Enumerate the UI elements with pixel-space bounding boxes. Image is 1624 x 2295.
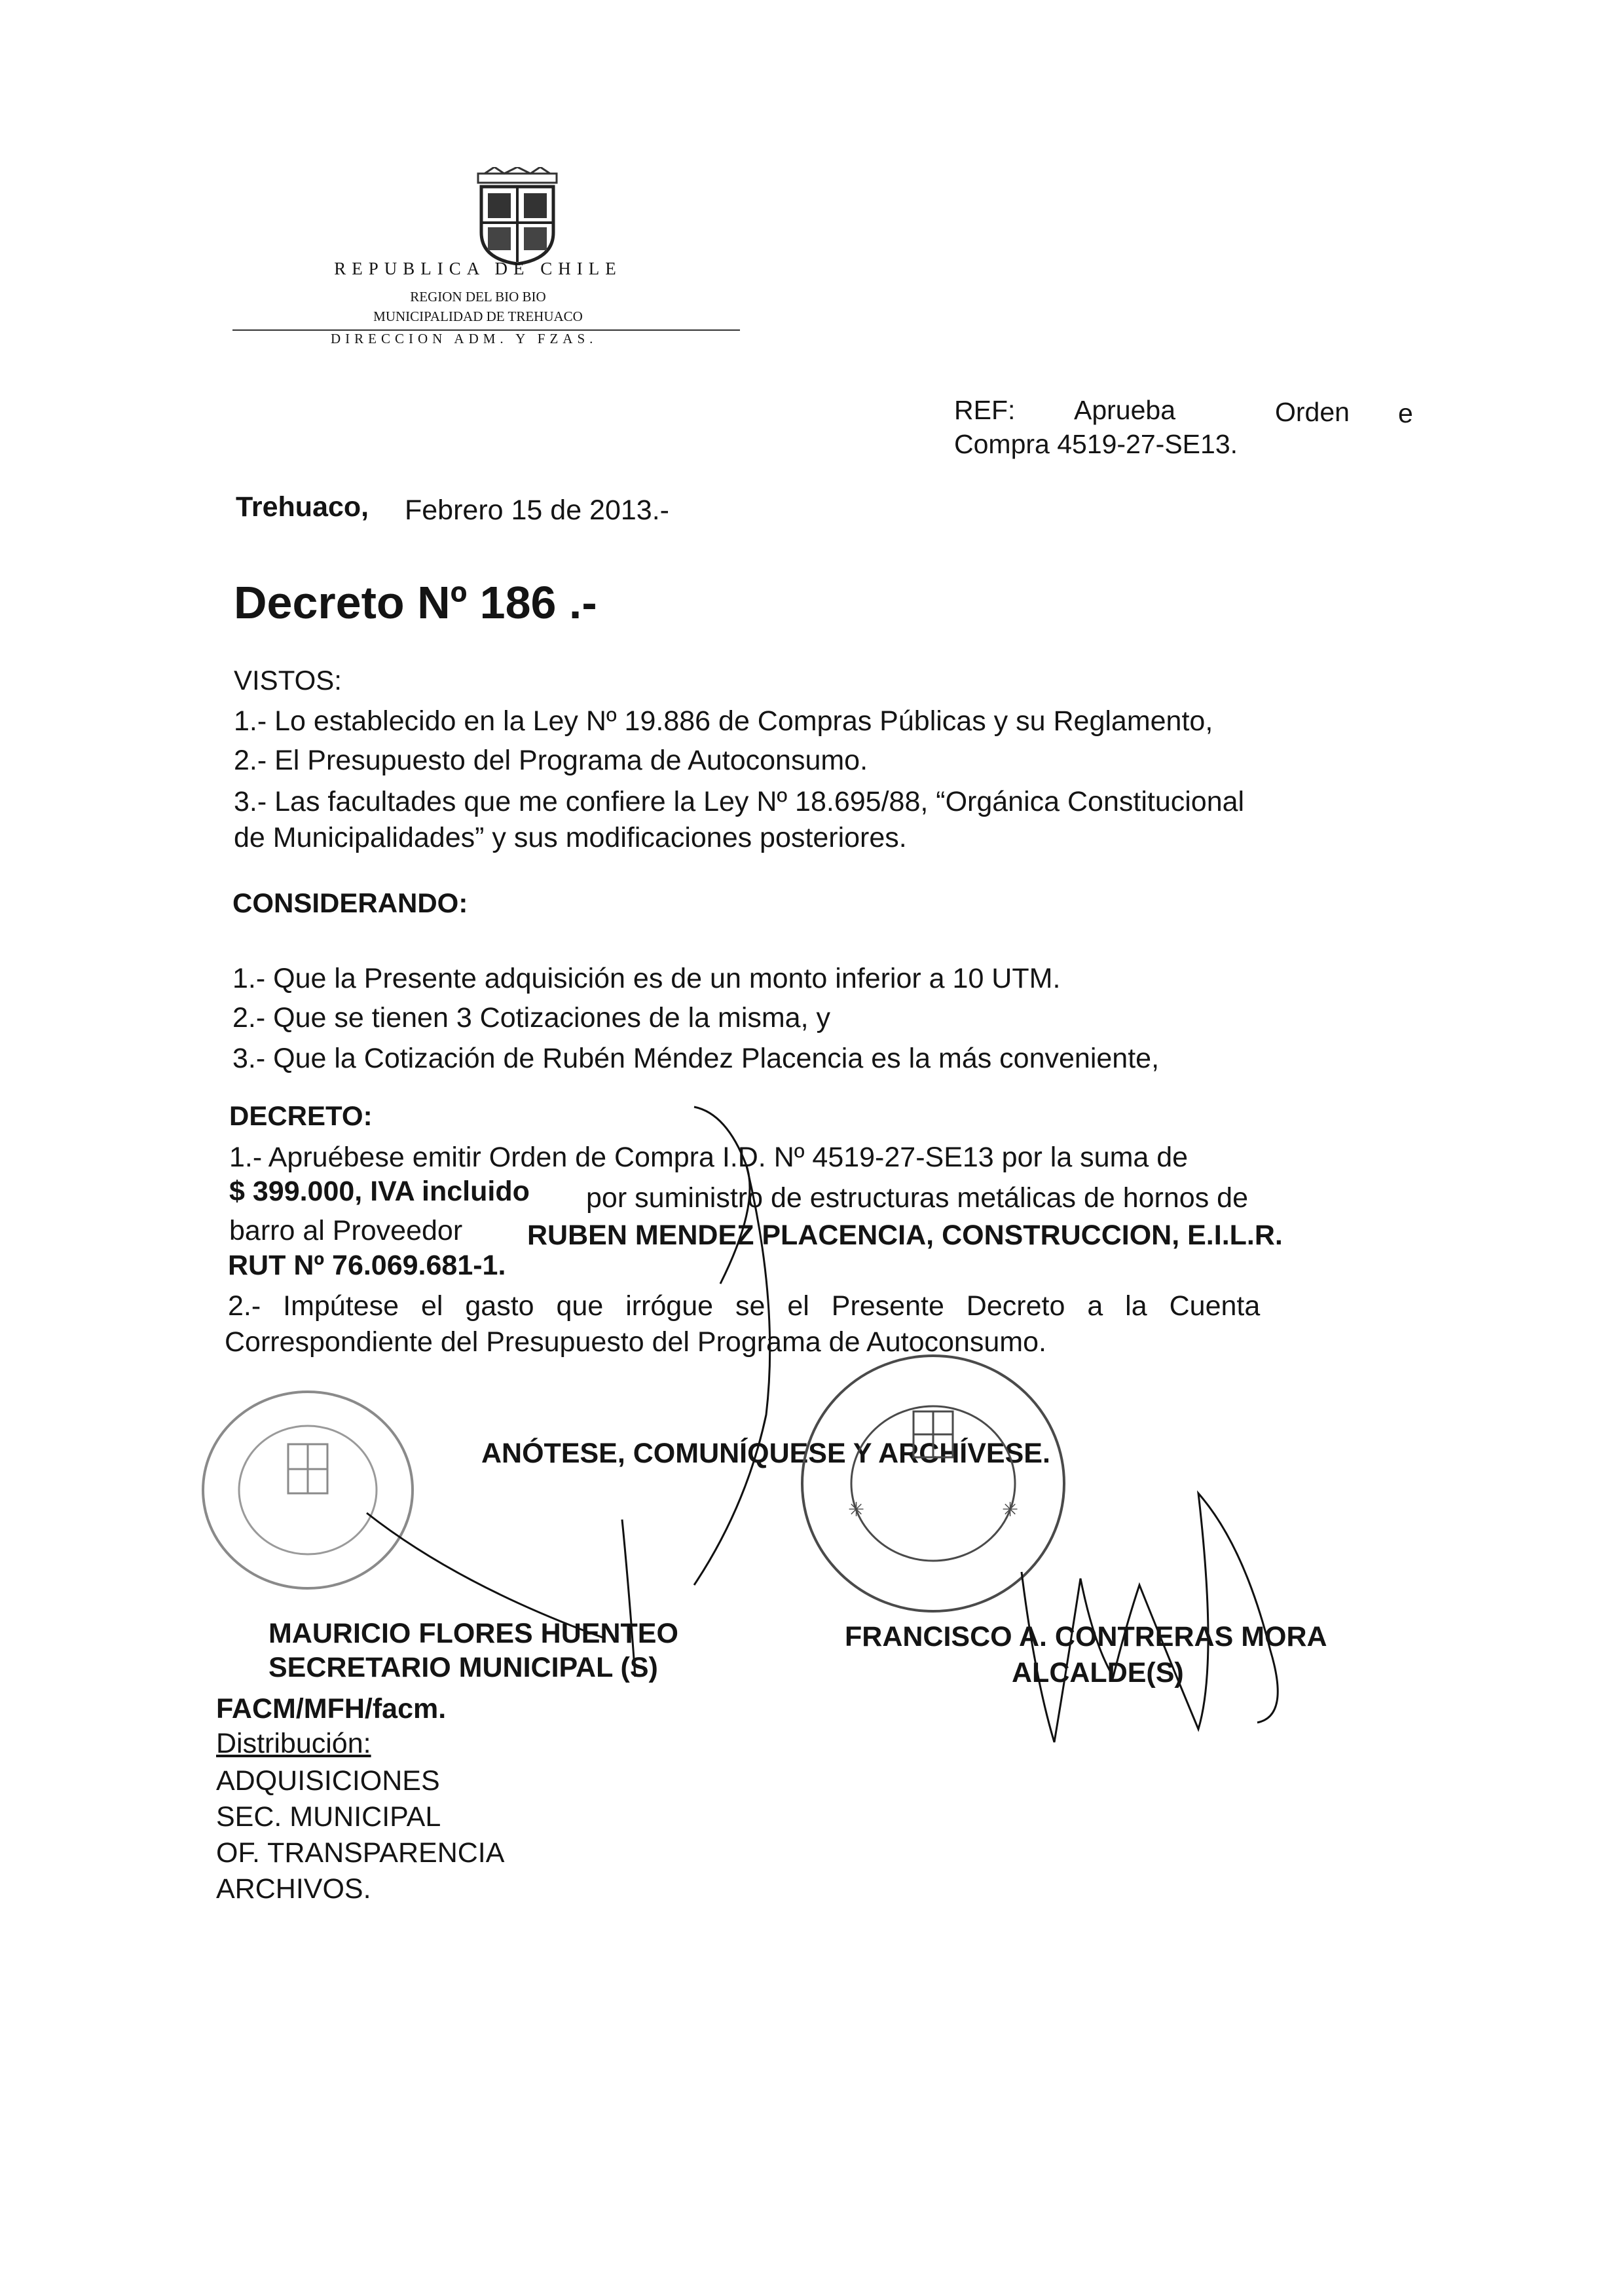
decreto-heading: DECRETO:: [229, 1100, 373, 1131]
decreto-item-1-line-1: 1.- Apruébese emitir Orden de Compra I.D. Nº 4519-27-SE13 por la suma de: [229, 1142, 1189, 1173]
decreto-item-2-line-2: Correspondiente del Presupuesto del Programa de Autoconsumo.: [225, 1326, 1046, 1358]
considerando-item-1: 1.- Que la Presente adquisición es de un monto inferior a 10 UTM.: [232, 963, 1061, 994]
vistos-item-2: 2.- El Presupuesto del Programa de Autoconsumo.: [234, 745, 868, 776]
decreto-provider: RUBEN MENDEZ PLACENCIA, CONSTRUCCION, E.I.L.R.: [527, 1220, 1283, 1251]
decreto-item-1-line-2: por suministro de estructuras metálicas de hornos de: [586, 1182, 1248, 1214]
header-region: REGION DEL BIO BIO: [410, 289, 546, 305]
ref-word-e: e: [1398, 398, 1413, 428]
date: Febrero 15 de 2013.-: [405, 494, 669, 526]
distribution-item-1: ADQUISICIONES: [216, 1765, 440, 1797]
closing-formula: ANÓTESE, COMUNÍQUESE Y ARCHÍVESE.: [481, 1438, 1050, 1469]
vistos-item-1: 1.- Lo establecido en la Ley Nº 19.886 de Compras Públicas y su Reglamento,: [234, 705, 1213, 737]
left-signatory-name: MAURICIO FLORES HUENTEO: [268, 1618, 678, 1649]
place: Trehuaco,: [236, 491, 369, 523]
svg-text:✳: ✳: [1002, 1499, 1019, 1521]
ref-word-aprueba: Aprueba: [1074, 395, 1176, 425]
distribution-item-3: OF. TRANSPARENCIA: [216, 1837, 505, 1869]
ref-line-2: Compra 4519-27-SE13.: [954, 429, 1238, 459]
header-republic: REPUBLICA DE CHILE: [334, 259, 622, 278]
decree-title: Decreto Nº 186 .-: [234, 577, 597, 628]
header-municipality: MUNICIPALIDAD DE TREHUACO: [373, 308, 583, 324]
decreto-rut: RUT Nº 76.069.681-1.: [228, 1250, 506, 1281]
coat-of-arms-icon: [471, 167, 563, 265]
considerando-item-3: 3.- Que la Cotización de Rubén Méndez Placencia es la más conveniente,: [232, 1043, 1160, 1074]
vistos-item-3-cont: de Municipalidades” y sus modificaciones posteriores.: [234, 822, 907, 853]
svg-text:✳: ✳: [848, 1499, 865, 1521]
right-signatory-title: ALCALDE(S): [1012, 1657, 1184, 1689]
ref-word-orden: Orden: [1275, 397, 1350, 427]
distribution-item-2: SEC. MUNICIPAL: [216, 1801, 441, 1833]
vistos-item-3: 3.- Las facultades que me confiere la Ley Nº 18.695/88, “Orgánica Constitucional: [234, 786, 1245, 817]
header-department: DIRECCION ADM. Y FZAS.: [331, 331, 598, 346]
decreto-amount: $ 399.000, IVA incluido: [229, 1176, 530, 1207]
left-signatory-title: SECRETARIO MUNICIPAL (S): [268, 1652, 658, 1683]
considerando-item-2: 2.- Que se tienen 3 Cotizaciones de la misma, y: [232, 1002, 830, 1034]
considerando-heading: CONSIDERANDO:: [232, 887, 468, 918]
initials: FACM/MFH/facm.: [216, 1693, 447, 1725]
decreto-item-2-line-1: 2.- Impútese el gasto que irrógue se el Presente Decreto a la Cuenta: [228, 1290, 1261, 1322]
right-signatory-name: FRANCISCO A. CONTRERAS MORA: [845, 1621, 1327, 1652]
decreto-item-1-line-3: barro al Proveedor: [229, 1215, 463, 1246]
distribution-heading: Distribución:: [216, 1728, 371, 1759]
vistos-heading: VISTOS:: [234, 665, 342, 696]
ref-label: REF:: [954, 395, 1016, 425]
distribution-item-4: ARCHIVOS.: [216, 1873, 371, 1905]
